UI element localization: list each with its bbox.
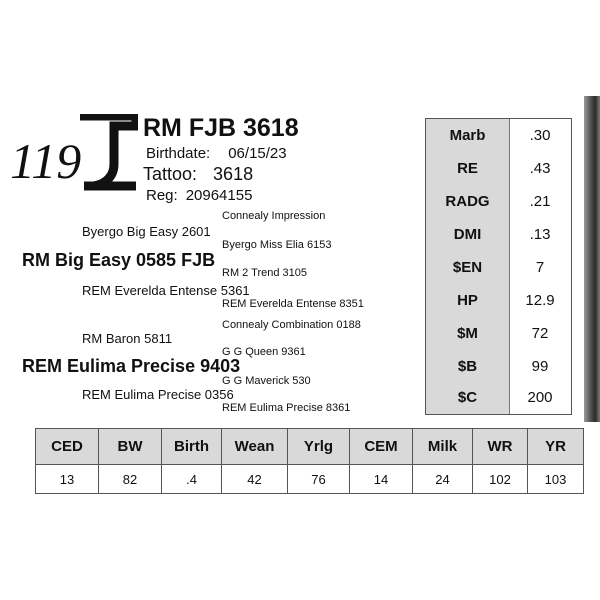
reg-label: Reg:: [146, 187, 178, 204]
brand-icon: [76, 114, 138, 198]
side-epd-label: Marb: [449, 127, 486, 144]
side-epd-value: 99: [531, 358, 549, 375]
bottom-epd-value: 24: [413, 465, 473, 494]
birthdate-line: [146, 145, 287, 162]
pedigree-ddd: REM Eulima Precise 8361: [222, 402, 351, 414]
bottom-epd-header: Milk: [413, 429, 473, 465]
side-epd-row: [426, 218, 571, 251]
side-epd-value: 72: [531, 325, 549, 342]
side-epd-row: [426, 185, 571, 218]
side-epd-value: 12.9: [525, 292, 555, 309]
animal-photo-edge: [584, 96, 600, 422]
side-epd-label: RE: [457, 160, 478, 177]
tattoo-label: Tattoo:: [143, 164, 198, 184]
side-epd-value: .30: [529, 127, 551, 144]
side-epd-value: 7: [535, 259, 545, 276]
bottom-epd-value: 103: [528, 465, 584, 494]
pedigree-sire: RM Big Easy 0585 FJB: [22, 250, 216, 270]
side-epd-label: $EN: [452, 259, 483, 276]
side-epd-value: 200: [527, 389, 553, 406]
side-epd-row: [426, 251, 571, 284]
tattoo-line: [143, 164, 253, 185]
pedigree-dd: REM Eulima Precise 0356: [82, 387, 234, 402]
pedigree-sds: RM 2 Trend 3105: [222, 267, 307, 279]
side-epd-value: .21: [529, 193, 551, 210]
side-epd-row: [426, 152, 571, 185]
pedigree-dss: Connealy Combination 0188: [222, 319, 361, 331]
pedigree-ss: Byergo Big Easy 2601: [82, 224, 211, 239]
side-epd-label: $C: [457, 389, 478, 406]
bottom-epd-header: YR: [528, 429, 584, 465]
bottom-epd-header-row: [36, 429, 584, 465]
bottom-epd-header: Birth: [162, 429, 222, 465]
pedigree-dam: REM Eulima Precise 9403: [22, 356, 241, 376]
bottom-epd-header: WR: [473, 429, 528, 465]
animal-name: RM FJB 3618: [143, 114, 299, 142]
side-epd-row: [426, 119, 571, 152]
side-epd-row: [426, 284, 571, 317]
pedigree-dsd: G G Queen 9361: [222, 346, 306, 358]
bottom-epd-value: 42: [222, 465, 288, 494]
side-epd-label: RADG: [445, 193, 490, 210]
birthdate-value: 06/15/23: [228, 145, 287, 162]
birthdate-label: Birthdate:: [146, 145, 211, 162]
side-epd-value: .13: [529, 226, 551, 243]
pedigree-sd: REM Everelda Entense 5361: [82, 283, 250, 298]
bottom-epd-value: 82: [99, 465, 162, 494]
bottom-epd-value: 102: [473, 465, 528, 494]
bottom-epd-header: Yrlg: [288, 429, 350, 465]
bottom-epd-value: 14: [350, 465, 413, 494]
side-epd-row: [426, 317, 571, 350]
pedigree-sss: Connealy Impression: [222, 210, 326, 222]
bottom-epd-header: BW: [99, 429, 162, 465]
bottom-epd-header: Wean: [222, 429, 288, 465]
bottom-epd-value: 76: [288, 465, 350, 494]
tattoo-value: 3618: [213, 164, 254, 184]
side-epd-row: [426, 381, 571, 414]
reg-value: 20964155: [185, 187, 253, 204]
bottom-epd-header: CED: [36, 429, 99, 465]
lot-number: 119: [10, 133, 82, 189]
bottom-epd-header: CEM: [350, 429, 413, 465]
reg-line: [146, 187, 252, 204]
bottom-epd-table: [35, 428, 584, 494]
bottom-epd-value-row: [36, 465, 584, 494]
side-epd-label: $B: [457, 358, 478, 375]
bottom-epd-value: .4: [162, 465, 222, 494]
side-epd-label: DMI: [453, 226, 482, 243]
side-epd-label: $M: [457, 325, 478, 342]
side-epd-table: [425, 118, 572, 415]
side-epd-label: HP: [457, 292, 478, 309]
pedigree-ssd: Byergo Miss Elia 6153: [222, 239, 332, 251]
pedigree-ds: RM Baron 5811: [82, 331, 173, 346]
bottom-epd-value: 13: [36, 465, 99, 494]
side-epd-value: .43: [529, 160, 551, 177]
pedigree-sdd: REM Everelda Entense 8351: [222, 298, 364, 310]
pedigree-dds: G G Maverick 530: [222, 375, 311, 387]
side-epd-row: [426, 350, 571, 383]
